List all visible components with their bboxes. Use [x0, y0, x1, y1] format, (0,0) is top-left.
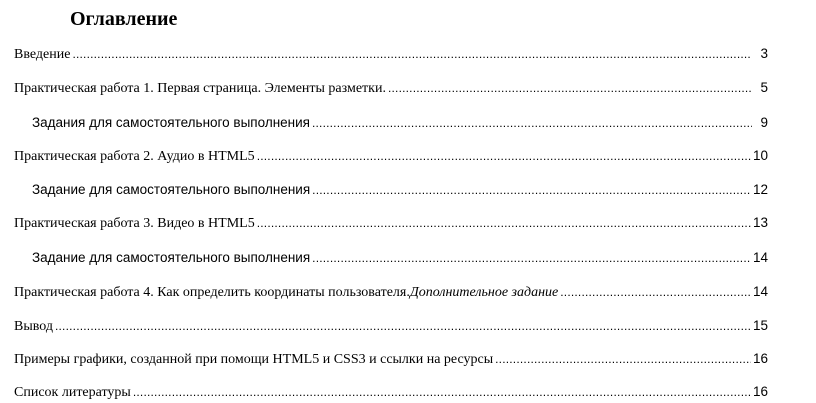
page-title: Оглавление [70, 8, 178, 30]
toc-entry-graphics-examples[interactable] [14, 349, 768, 369]
toc-leader-dots [388, 78, 752, 98]
toc-leader-dots [495, 349, 751, 369]
toc-leader-dots [560, 282, 751, 302]
toc-entry-practical-1[interactable] [14, 78, 768, 98]
toc-page-number: 14 [752, 250, 768, 265]
toc-entry-label: Вывод [14, 319, 53, 334]
toc-page-number: 16 [752, 351, 768, 366]
toc-entry-label: Список литературы [14, 385, 131, 400]
toc-entry-label: Практическая работа 2. Аудио в HTML5 [14, 149, 255, 164]
toc-entry-conclusion[interactable] [14, 316, 768, 336]
toc-subentry-tasks-2[interactable] [32, 180, 768, 200]
toc-subentry-tasks-1[interactable] [32, 113, 768, 133]
toc-entry-note: Дополнительное задание [409, 285, 559, 300]
toc-leader-dots [257, 213, 751, 233]
toc-entry-practical-2[interactable] [14, 146, 768, 166]
toc-entry-practical-3[interactable] [14, 213, 768, 233]
toc-leader-dots [312, 180, 751, 200]
toc-subentry-tasks-3[interactable] [32, 248, 768, 268]
toc-page-number: 3 [760, 46, 768, 61]
toc-entry-label: Практическая работа 3. Видео в HTML5 [14, 216, 255, 231]
toc-leader-dots [133, 382, 751, 402]
toc-entry-label: Практическая работа 4. Как определить координаты пользователя. [14, 285, 410, 300]
toc-entry-label: Примеры графики, созданной при помощи HTML5 и CSS3 и ссылки на ресурсы [14, 352, 494, 367]
toc-entry-label: Задание для самостоятельного выполнения [32, 182, 311, 197]
toc-page-number: 15 [752, 318, 768, 333]
toc-entry-label: Практическая работа 1. Первая страница. Элементы разметки. [14, 81, 386, 96]
toc-page-number: 16 [752, 384, 768, 399]
toc-entry-label: Задания для самостоятельного выполнения [32, 115, 310, 130]
toc-entry-practical-4[interactable] [14, 282, 768, 302]
toc-leader-dots [55, 316, 751, 336]
toc-page-number: 14 [752, 284, 768, 299]
toc-page-number: 13 [752, 215, 768, 230]
toc-page-number: 12 [752, 182, 768, 197]
toc-page-number: 9 [760, 115, 768, 130]
toc-leader-dots [312, 248, 751, 268]
toc-leader-dots [312, 113, 752, 133]
toc-entry-bibliography[interactable] [14, 382, 768, 402]
toc-entry-label: Введение [14, 47, 71, 62]
toc-page-number: 5 [760, 80, 768, 95]
toc-entry-introduction[interactable] [14, 44, 768, 64]
toc-entry-label: Задание для самостоятельного выполнения [32, 250, 311, 265]
toc-leader-dots [72, 44, 752, 64]
toc-page-number: 10 [752, 148, 768, 163]
toc-leader-dots [257, 146, 751, 166]
